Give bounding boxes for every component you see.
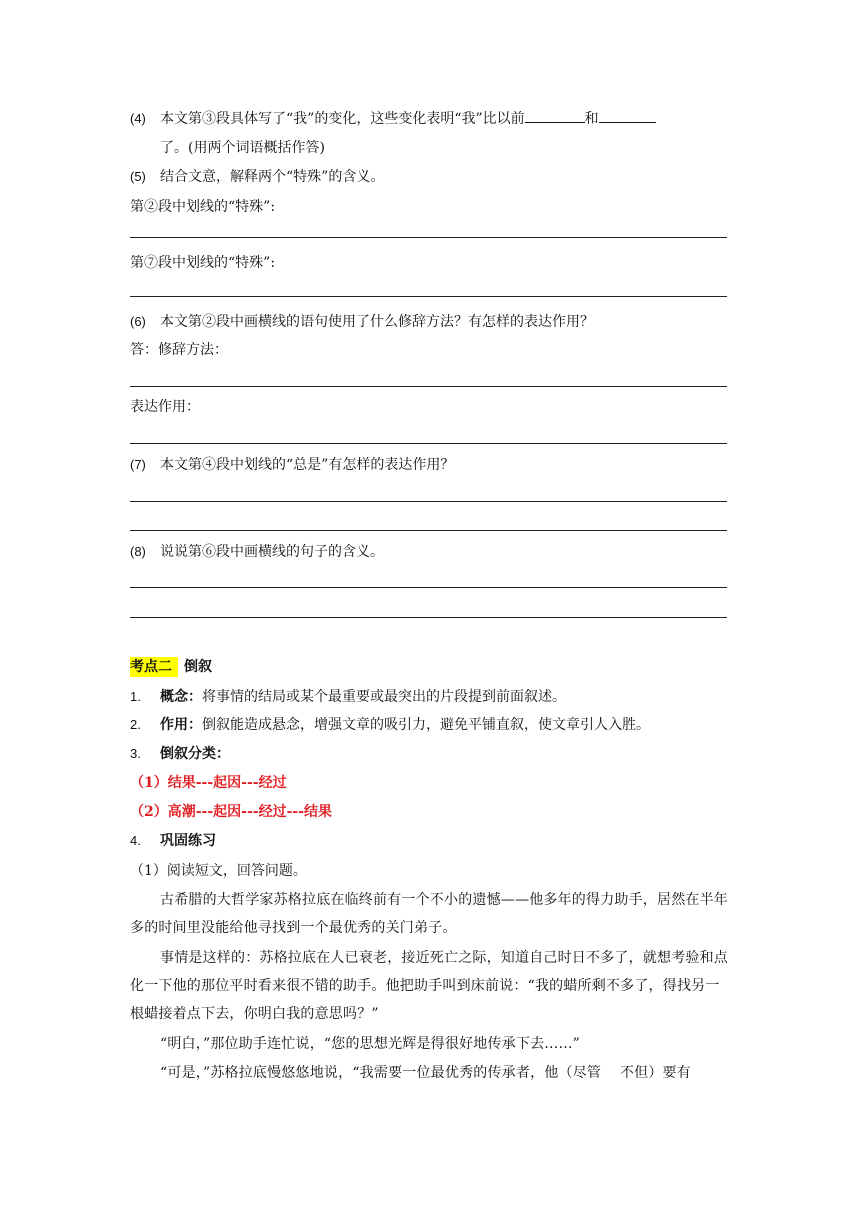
question-5-sub2: 第⑦段中划线的“特殊”:: [130, 255, 276, 271]
question-8: [130, 542, 384, 562]
question-5-sub1: 第②段中划线的“特殊”:: [130, 199, 276, 215]
question-text: 结合文意，解释两个“特殊”的含义。: [160, 169, 385, 185]
flashback-type-2: （2）高潮---起因---经过---结果: [130, 804, 333, 820]
question-text: 本文第③段具体写了“我”的变化，这些变化表明“我”比以前: [160, 111, 525, 127]
question-text: 本文第②段中画横线的语句使用了什么修辞方法？有怎样的表达作用？: [160, 314, 594, 330]
answer-line[interactable]: [130, 386, 727, 387]
question-number: (4): [130, 111, 146, 126]
passage-paragraph-1: 古希腊的大哲学家苏格拉底在临终前有一个不小的遗憾——他多年的得力助手，居然在半年多的时间里没能给他寻找到一个最优秀的关门弟子。: [130, 892, 728, 936]
item-number: 3.: [130, 746, 141, 761]
question-6: [130, 312, 594, 332]
item-label: 概念：: [160, 689, 202, 705]
item-text: 倒叙能造成悬念，增强文章的吸引力，避免平铺直叙，使文章引人入胜。: [202, 717, 650, 733]
classification-item: [130, 744, 230, 764]
section-tag: 考点二: [130, 657, 178, 677]
passage-paragraph-2: 事情是这样的：苏格拉底在人已衰老，接近死亡之际，知道自己时日不多了，就想考验和点化一下他的那位平时看来很不错的助手。他把助手叫到床前说：“我的蜡所剩不多了，得找另一根蜡接着点下去，你明白我的意思吗？”: [130, 950, 728, 1022]
question-4: [130, 108, 656, 129]
answer-label-rhetoric: 答：修辞方法：: [130, 342, 228, 358]
section-heading: [130, 657, 212, 677]
section-title: 倒叙: [184, 659, 212, 675]
item-label: 倒叙分类：: [160, 746, 230, 762]
question-text: 说说第⑥段中画横线的句子的含义。: [160, 544, 384, 560]
function-item: [130, 715, 650, 735]
item-label: 巩固练习: [160, 833, 216, 849]
answer-blank[interactable]: [525, 108, 585, 123]
question-text: 和: [584, 111, 599, 127]
question-5: [130, 167, 384, 187]
answer-line[interactable]: [130, 530, 727, 531]
answer-blank[interactable]: [599, 108, 656, 123]
answer-line[interactable]: [130, 296, 727, 297]
question-number: (6): [130, 314, 146, 329]
passage-paragraph-3: “明白，”那位助手连忙说，“您的思想光辉是得很好地传承下去……”: [160, 1036, 581, 1052]
item-label: 作用：: [160, 717, 202, 733]
answer-line[interactable]: [130, 617, 727, 618]
concept-item: [130, 687, 566, 707]
item-number: 1.: [130, 689, 141, 704]
exercise-intro: （1）阅读短文，回答问题。: [130, 863, 307, 879]
item-text: 将事情的结局或某个最重要或最突出的片段提到前面叙述。: [202, 689, 566, 705]
answer-line[interactable]: [130, 501, 727, 502]
passage-paragraph-4: “可是，”苏格拉底慢悠悠地说，“我需要一位最优秀的传承者，他（尽管 不但）要有: [160, 1065, 691, 1081]
question-number: (8): [130, 544, 146, 559]
question-text: 本文第④段中划线的“总是”有怎样的表达作用？: [160, 457, 455, 473]
practice-item: [130, 831, 216, 851]
item-number: 4.: [130, 833, 141, 848]
answer-line[interactable]: [130, 237, 727, 238]
question-4-cont: 了。(用两个词语概括作答): [160, 140, 325, 156]
question-number: (5): [130, 169, 146, 184]
answer-label-effect: 表达作用：: [130, 399, 200, 415]
question-7: [130, 455, 454, 475]
answer-line[interactable]: [130, 443, 727, 444]
question-number: (7): [130, 457, 146, 472]
answer-line[interactable]: [130, 587, 727, 588]
item-number: 2.: [130, 717, 141, 732]
flashback-type-1: （1）结果---起因---经过: [130, 775, 287, 791]
